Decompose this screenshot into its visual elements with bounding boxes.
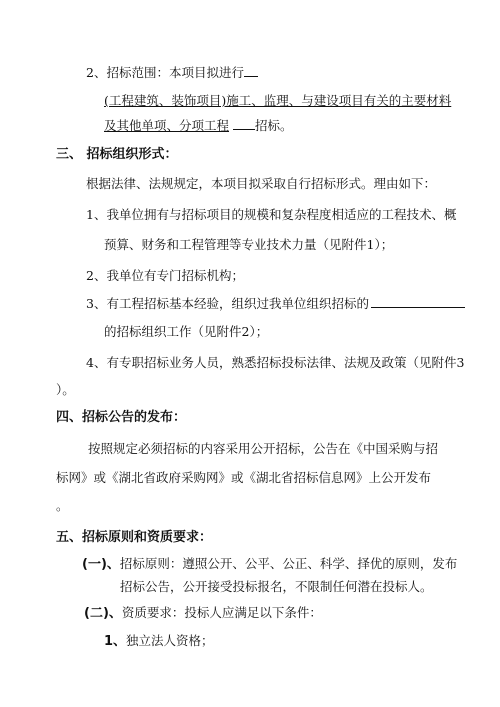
scope-blank bbox=[244, 64, 258, 77]
section-5-sub-1b: 招标公告，公开接受投标报名，不限制任何潜在投标人。 bbox=[120, 579, 433, 594]
scope-label: 2、招标范围：本项目拟进行 bbox=[86, 65, 244, 80]
section-3-item-4b: ）。 bbox=[56, 382, 75, 397]
section-3-item-3a-text: 3、有工程招标基本经验，组织过我单位组织招标的 bbox=[86, 296, 369, 311]
section-4-para-3: 。 bbox=[56, 498, 69, 513]
scope-line-3-end: 招标。 bbox=[255, 118, 293, 133]
section-4-para-1: 按照规定必须招标的内容采用公开招标，公告在《中国采购与招 bbox=[88, 441, 439, 456]
section-4-para-2: 标网》或《湖北省政府采购网》或《湖北省招标信息网》上公开发布 bbox=[56, 470, 432, 485]
scope-line-2: (工程建筑、装饰项目)施工、监理、与建设项目有关的主要材料 bbox=[104, 93, 452, 108]
scope-line-3-text: 及其他单项、分项工程 bbox=[104, 118, 230, 133]
section-4-heading: 四、招标公告的发布： bbox=[56, 410, 187, 425]
section-5-sub-1-label: (一)、 bbox=[82, 557, 120, 572]
section-3-item-3b: 的招标组织工作（见附件2）； bbox=[104, 324, 269, 339]
section-5-sub-2 bbox=[84, 604, 322, 623]
section-5-sub-1a-text: 招标原则：遵照公开、公平、公正、科学、择优的原则，发布 bbox=[119, 556, 458, 571]
section-3-intro: 根据法律、法规规定，本项目拟采取自行招标形式。理由如下： bbox=[86, 176, 437, 191]
section-5-item-1 bbox=[104, 632, 214, 651]
scope-line-1 bbox=[86, 64, 258, 82]
section-3-item-1b: 预算、财务和工程管理等专业技术力量（见附件1）； bbox=[104, 237, 394, 252]
section-5-sub-1a bbox=[82, 555, 457, 574]
section-3-item-1a: 1、我单位拥有与招标项目的规模和复杂程度相适应的工程技术、概 bbox=[86, 207, 457, 222]
section-3-item-2: 2、我单位有专门招标机构； bbox=[86, 268, 244, 283]
section-5-item-1-label: 1、 bbox=[104, 634, 127, 649]
section-3-item-4a: 4、有专职招标业务人员，熟悉招标投标法律、法规及政策（见附件3 bbox=[86, 355, 465, 370]
section-5-sub-2-text: 资质要求：投标人应满足以下条件： bbox=[121, 605, 322, 620]
section-3-item-3-blank bbox=[371, 295, 465, 308]
section-5-sub-2-label: (二)、 bbox=[84, 606, 122, 621]
section-5-heading: 五、招标原则和资质要求： bbox=[56, 530, 213, 545]
scope-line-3 bbox=[104, 117, 293, 135]
section-5-item-1-text: 独立法人资格； bbox=[126, 633, 214, 648]
scope-line-3-blank bbox=[233, 117, 255, 130]
section-3-item-3a bbox=[86, 295, 465, 313]
section-3-heading: 三、 招标组织形式： bbox=[56, 147, 178, 162]
